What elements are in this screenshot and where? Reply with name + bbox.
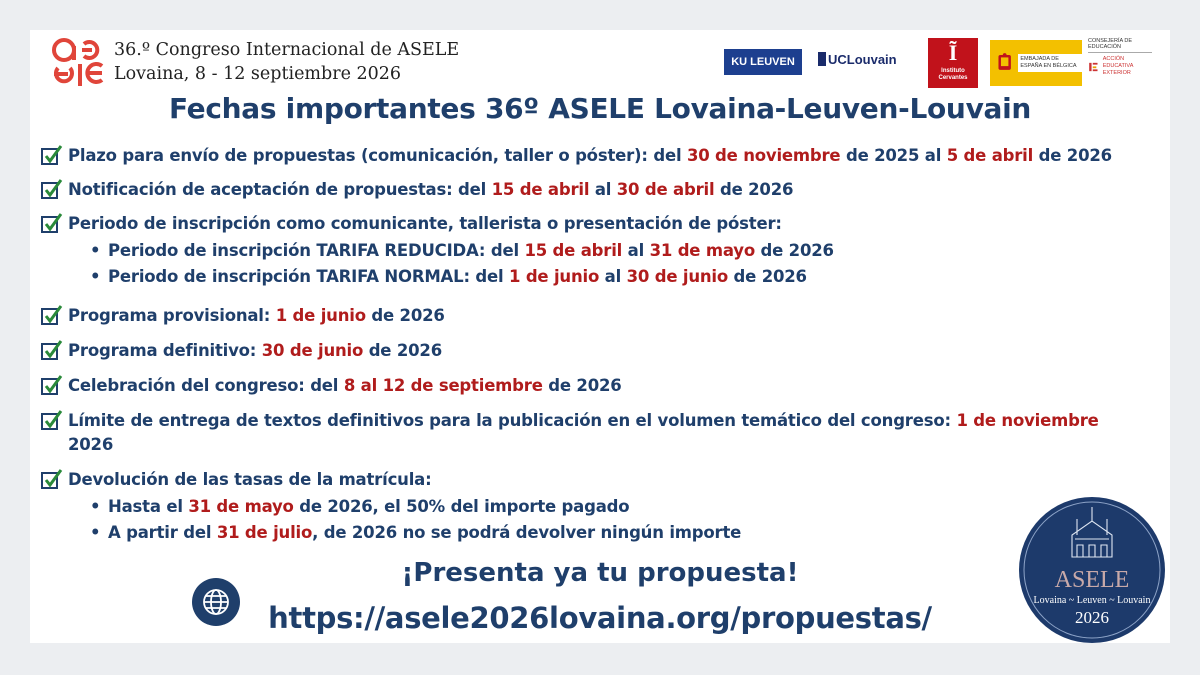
cervantes-glyph-icon: Ĩ	[948, 40, 958, 65]
list-item	[40, 212, 1130, 236]
uclouvain-label: UCLouvain	[828, 52, 897, 67]
consejeria-bottom-label: ACCIÓN EDUCATIVA EXTERIOR	[1102, 56, 1134, 76]
item-text: de 2026	[728, 267, 807, 286]
date-highlight: 1 de junio	[275, 306, 366, 325]
item-text: de 2026	[714, 180, 794, 199]
date-highlight: 15 de abril	[491, 180, 590, 199]
item-text: de 2026, el	[293, 497, 401, 516]
item-text: al	[599, 267, 627, 286]
item-text: 50%	[406, 497, 446, 516]
conference-title-line2: Lovaina, 8 - 12 septiembre 2026	[114, 64, 402, 84]
item-text: al	[622, 241, 650, 260]
checkbox-icon	[40, 339, 64, 363]
conference-title-line1: 36.º Congreso Internacional de ASELE	[114, 40, 460, 60]
embajada-label: EMBAJADA DE ESPAÑA EN BÉLGICA	[1018, 54, 1082, 72]
item-text: Periodo de inscripción TARIFA REDUCIDA: del	[108, 241, 525, 260]
date-highlight: 30 de junio	[261, 341, 364, 360]
uclouvain-mark-icon	[818, 52, 826, 66]
list-item	[40, 409, 1130, 457]
embajada-logo	[990, 40, 1082, 86]
item-text: A partir del	[108, 523, 217, 542]
list-item	[40, 339, 1130, 363]
checkbox-icon	[40, 468, 64, 492]
date-highlight: 1 de junio	[509, 267, 600, 286]
cervantes-label: Instituto Cervantes	[938, 68, 968, 81]
item-text: de 2026	[365, 306, 445, 325]
seal-year: 2026	[1075, 608, 1109, 627]
seal-title: ASELE	[1054, 567, 1130, 593]
list-item	[40, 304, 1130, 328]
checkbox-icon	[40, 144, 64, 168]
date-highlight: 8 al 12 de septiembre	[343, 376, 543, 395]
accion-educativa-icon	[1088, 58, 1099, 76]
item-text: Periodo de inscripción como comunicante, tallerista o presentación de póster:	[68, 214, 782, 233]
item-text: Devolución de las tasas de la matrícula:	[68, 470, 432, 489]
call-to-action: ¡Presenta ya tu propuesta!	[401, 558, 799, 588]
date-highlight: 31 de julio	[216, 523, 313, 542]
item-text: de 2026	[1033, 146, 1112, 165]
item-text: Celebración del congreso: del	[68, 376, 344, 395]
checkbox-icon	[40, 178, 64, 202]
dates-list	[40, 144, 1130, 546]
ku-leuven-logo: KU LEUVEN	[724, 49, 802, 75]
date-highlight: 15 de abril	[524, 241, 623, 260]
sub-list-item	[90, 520, 1130, 546]
seal-subtitle: Lovaina ~ Leuven ~ Louvain	[1033, 595, 1151, 606]
date-highlight: 30 de junio	[626, 267, 729, 286]
item-text: Periodo de inscripción TARIFA NORMAL: del	[108, 267, 509, 286]
date-highlight: 1 de noviembre	[956, 411, 1099, 430]
item-text: del importe pagado	[450, 497, 630, 516]
consejeria-top-label: CONSEJERÍA DE EDUCACIÓN	[1088, 38, 1152, 53]
item-text: Límite de entrega de textos definitivos para la publicación en el volumen temático del congreso:	[68, 411, 957, 430]
item-text: Plazo para envío de propuestas (comunicación, taller o póster): del	[68, 146, 687, 165]
date-highlight: 31 de mayo	[649, 241, 755, 260]
sub-list-item	[90, 238, 1130, 264]
asele-logo	[50, 36, 106, 92]
item-text: Programa provisional:	[68, 306, 276, 325]
conference-title	[114, 38, 459, 86]
item-text: Programa definitivo:	[68, 341, 262, 360]
item-text: , de 2026 no se podrá devolver	[312, 523, 595, 542]
list-item	[40, 144, 1130, 168]
announcement-card	[30, 30, 1170, 643]
item-text: Notificación de aceptación de propuestas: del	[68, 180, 492, 199]
checkbox-icon	[40, 374, 64, 398]
checkbox-icon	[40, 304, 64, 328]
date-highlight: 30 de abril	[616, 180, 715, 199]
item-text: al	[589, 180, 617, 199]
list-item	[40, 178, 1130, 202]
item-text: de 2026	[754, 241, 834, 260]
sub-list-item	[90, 494, 1130, 520]
date-highlight: 5 de abril	[946, 146, 1034, 165]
asele-2026-seal	[1017, 495, 1167, 645]
consejeria-row	[1088, 56, 1152, 77]
item-text: ningún importe	[600, 523, 742, 542]
date-highlight: 30 de noviembre	[686, 146, 841, 165]
page-title: Fechas importantes 36º ASELE Lovaina-Leuven-Louvain	[168, 92, 1032, 125]
consejeria-logo	[1088, 38, 1152, 90]
sub-list-item	[90, 264, 1130, 290]
item-text: de 2026	[363, 341, 442, 360]
spain-coat-of-arms-icon	[996, 46, 1013, 80]
uclouvain-logo	[818, 52, 897, 67]
date-highlight: 31 de mayo	[188, 497, 294, 516]
item-text: Hasta el	[108, 497, 189, 516]
item-text: de 2026	[542, 376, 622, 395]
item-text: de 2025 al	[840, 146, 947, 165]
list-item	[40, 468, 1130, 492]
checkbox-icon	[40, 212, 64, 236]
date-highlight: 2026	[68, 435, 114, 454]
proposals-link[interactable]: https://asele2026lovaina.org/propuestas/	[268, 601, 932, 635]
instituto-cervantes-logo	[928, 38, 978, 88]
checkbox-icon	[40, 409, 64, 433]
list-item	[40, 374, 1130, 398]
